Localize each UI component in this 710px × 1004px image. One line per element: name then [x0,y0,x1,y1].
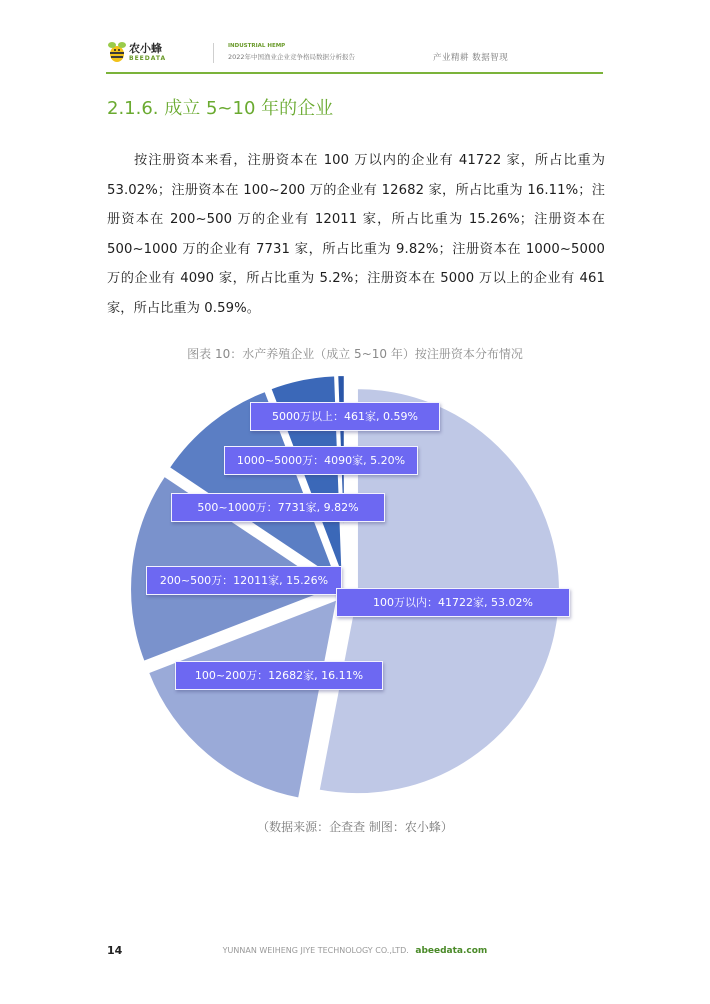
header-divider [213,43,214,63]
header-slogan: 产业精耕 数据智现 [433,53,509,63]
pie-label-under-100: 100万以内：41722家, 53.02% [336,588,570,617]
figure-caption: 图表 10：水产养殖企业（成立 5~10 年）按注册资本分布情况 [187,347,523,361]
page-header [0,0,710,80]
body-paragraph: 按注册资本来看，注册资本在 100 万以内的企业有 41722 家，所占比重为 53.02%；注册资本在 100~200 万的企业有 12682 家，所占比重为 16.11%；注册资本在 200~500 万的企业有 12011 家，所占比重为 15.26%；注册资本在 500~1000 万的企业有 7731 家，所占比重为 9.82%；注册资本在 1000~5000 万的企业有 4090 家，所占比重为 5.2%；注册资本在 5000 万以上的企业有 461 家，所占比重为 0.59%。 [107,153,605,316]
pie-chart [0,370,710,800]
section-heading: 2.1.6. 成立 5~10 年的企业 [107,98,334,119]
brand-logo [106,38,206,68]
bee-logo-icon [106,40,128,64]
report-series-label: INDUSTRIAL HEMP [228,43,286,49]
pie-label-500-1000: 500~1000万：7731家, 9.82% [171,493,385,522]
page-number: 14 [107,944,123,957]
pie-chart-svg [0,370,710,800]
footer-company: YUNNAN WEIHENG JIYE TECHNOLOGY CO.,LTD. [222,946,409,955]
page-footer [0,946,710,956]
pie-label-200-500: 200~500万：12011家, 15.26% [146,566,342,595]
pie-label-100-200: 100~200万：12682家, 16.11% [175,661,383,690]
logo-chinese-name: 农小蜂 [129,42,162,55]
source-note: （数据来源：企查查 制图：农小蜂） [257,820,453,834]
pie-label-1000-5000: 1000~5000万：4090家, 5.20% [224,446,418,475]
pie-label-5000-plus: 5000万以上：461家, 0.59% [250,402,440,431]
footer-website: abeedata.com [415,946,488,956]
logo-english-name: BEEDATA [129,55,167,62]
report-title: 2022年中国渔业企业竞争格局数据分析报告 [228,53,356,61]
header-rule [106,72,603,74]
